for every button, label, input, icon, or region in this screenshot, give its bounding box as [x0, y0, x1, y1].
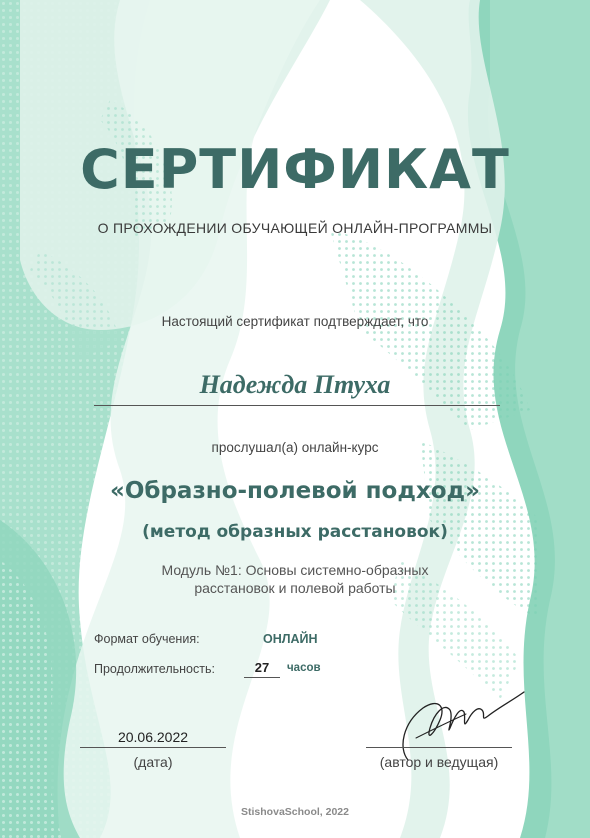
date-underline	[80, 747, 226, 748]
duration-label: Продолжительность:	[94, 662, 215, 676]
date-value: 20.06.2022	[117, 729, 189, 745]
recipient-name: Надежда Птуха	[199, 370, 391, 399]
name-underline	[94, 405, 500, 406]
listened-text: прослушал(а) онлайн-курс	[211, 440, 379, 455]
confirm-text: Настоящий сертификат подтверждает, что	[161, 314, 429, 329]
duration-value: 27	[244, 660, 280, 678]
module-line-2: расстановок и полевой работы	[194, 580, 396, 596]
module-line-1: Модуль №1: Основы системно-образных	[161, 562, 429, 578]
module-description	[0, 561, 590, 597]
format-value: ОНЛАЙН	[263, 632, 318, 646]
course-title: «Образно-полевой подход»	[109, 478, 480, 504]
certificate-title: СЕРТИФИКАТ	[80, 138, 510, 201]
signature-caption: (автор и ведущая)	[379, 754, 499, 770]
signature-underline	[366, 747, 512, 748]
duration-unit: часов	[287, 662, 321, 674]
course-subtitle: (метод образных расстановок)	[142, 522, 448, 542]
certificate-subtitle: О ПРОХОЖДЕНИИ ОБУЧАЮЩЕЙ ОНЛАЙН-ПРОГРАММЫ	[97, 220, 493, 236]
footer-text: StishovaSchool, 2022	[241, 806, 349, 818]
date-caption: (дата)	[133, 754, 173, 770]
format-label: Формат обучения:	[94, 632, 200, 646]
